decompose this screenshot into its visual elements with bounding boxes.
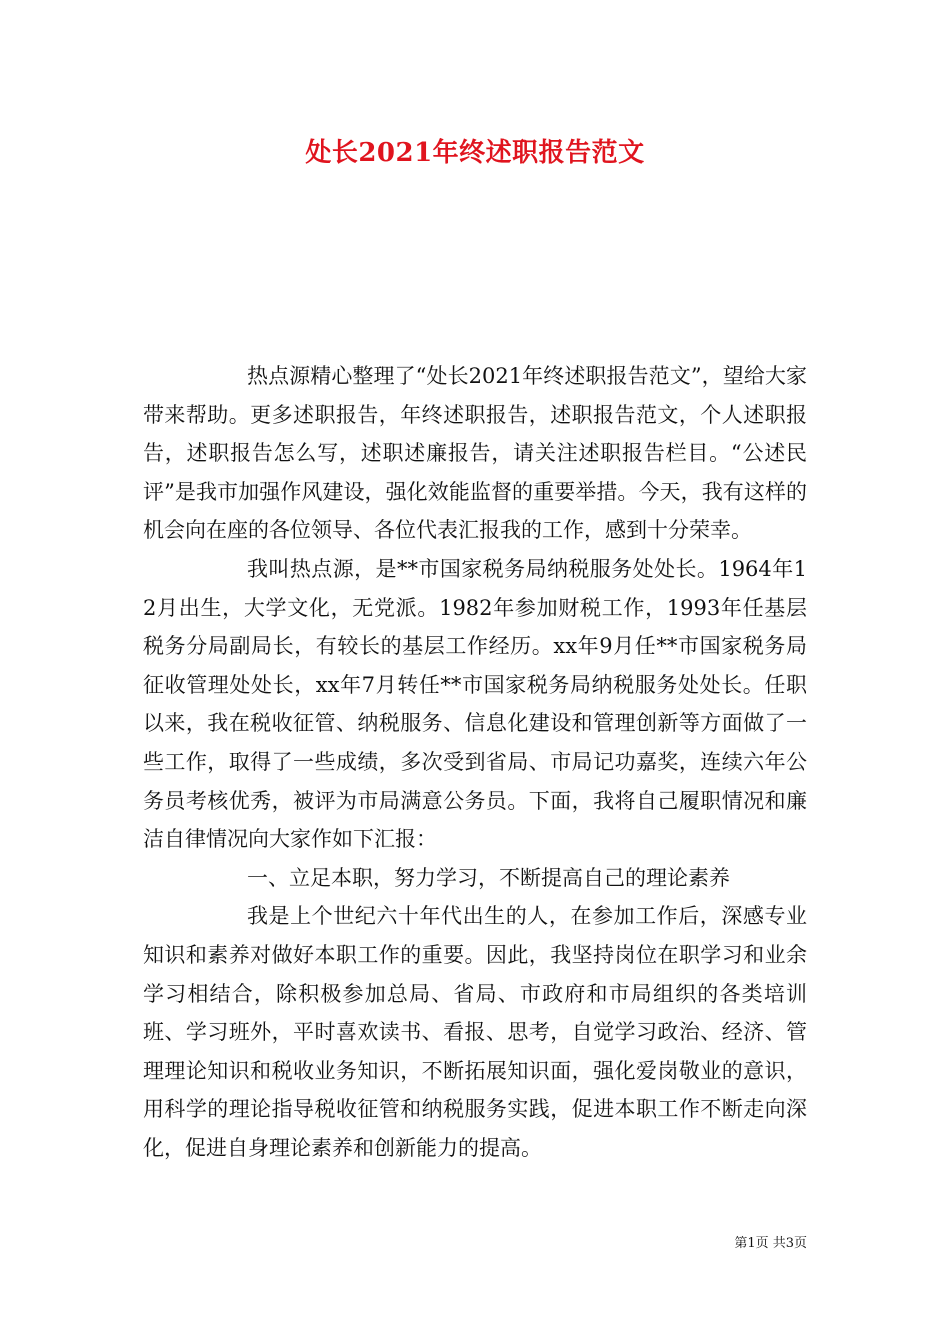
section-heading: 一、立足本职，努力学习，不断提高自己的理论素养 — [247, 865, 730, 890]
profile-paragraph: 我叫热点源，是**市国家税务局纳税服务处处长。1964年12月出生，大学文化，无党派。1982年参加财税工作，1993年任基层税务分局副局长，有较长的基层工作经历。xx年9月任**市国家税务局征收管理处处长，xx年7月转任**市国家税务局纳税服务处处长。任职以来，我在税收征管、纳税服务、信息化建设和管理创新等方面做了一些工作，取得了一些成绩，多次受到省局、市局记功嘉奖，连续六年公务员考核优秀，被评为市局满意公务员。下面，我将自己履职情况和廉洁自律情况向大家作如下汇报： — [143, 556, 807, 852]
section-paragraph: 我是上个世纪六十年代出生的人，在参加工作后，深感专业知识和素养对做好本职工作的重要。因此，我坚持岗位在职学习和业余学习相结合，除积极参加总局、省局、市政府和市局组织的各类培训班、学习班外，平时喜欢读书、看报、思考，自觉学习政治、经济、管理理论知识和税收业务知识，不断拓展知识面，强化爱岗敬业的意识，用科学的理论指导税收征管和纳税服务实践，促进本职工作不断走向深化，促进自身理论素养和创新能力的提高。 — [143, 904, 807, 1160]
document-body — [143, 357, 807, 1167]
page-number-footer: 第1页 共3页 — [734, 1236, 807, 1251]
intro-paragraph: 热点源精心整理了“处长2021年终述职报告范文”，望给大家带来帮助。更多述职报告，年终述职报告，述职报告范文，个人述职报告，述职报告怎么写，述职述廉报告，请关注述职报告栏目。“公述民评”是我市加强作风建设，强化效能监督的重要举措。今天，我有这样的机会向在座的各位领导、各位代表汇报我的工作，感到十分荣幸。 — [143, 364, 807, 543]
document-title: 处长2021年终述职报告范文 — [305, 138, 645, 168]
